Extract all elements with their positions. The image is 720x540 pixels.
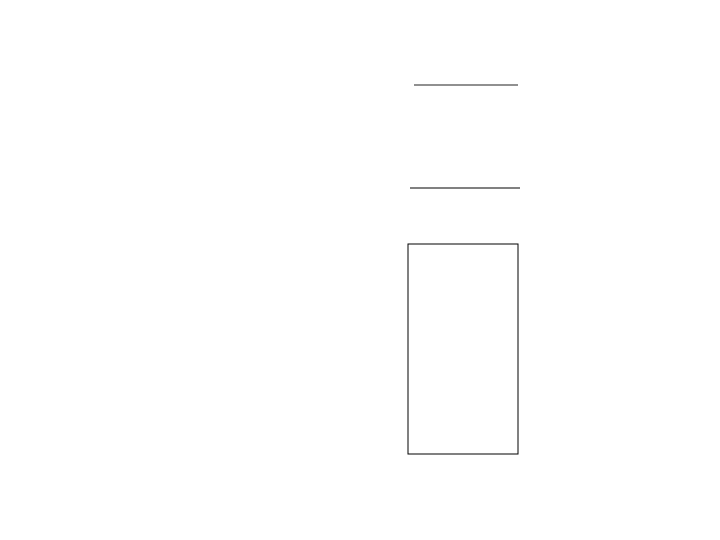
bottom-frame [408, 244, 518, 454]
pharaoh-figures [360, 60, 540, 500]
top-chart [410, 85, 520, 188]
bottom-chart [408, 244, 518, 454]
